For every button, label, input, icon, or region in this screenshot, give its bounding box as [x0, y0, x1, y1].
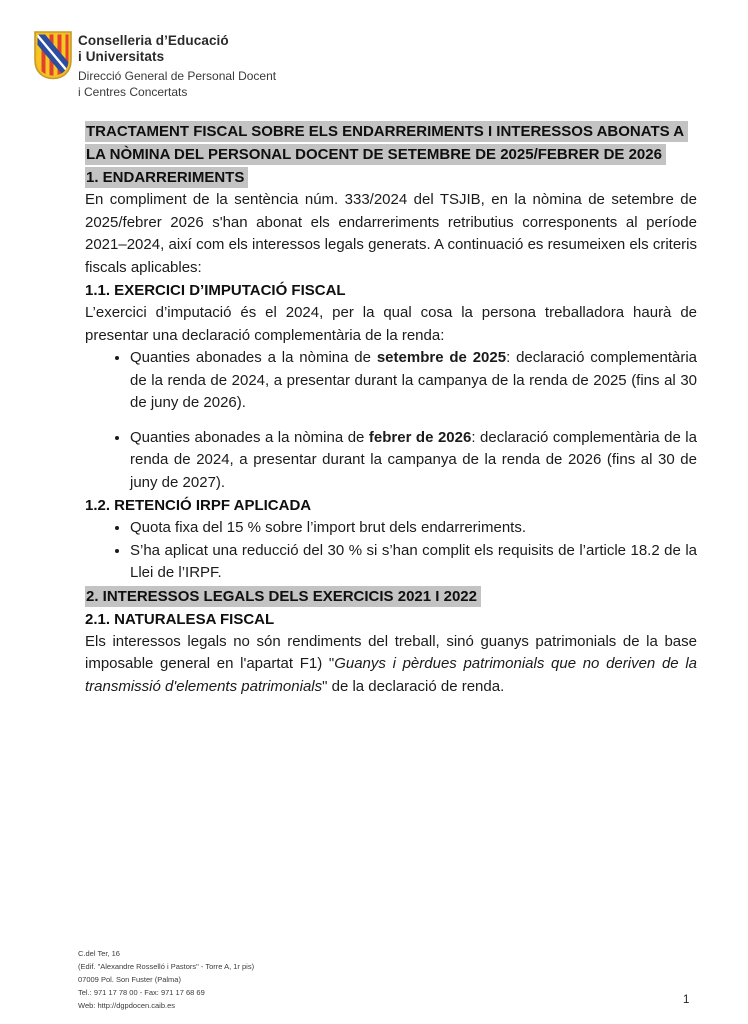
org-name-line2: i Universitats: [78, 49, 165, 64]
footer-web-line: Web: http://dgpdocen.caib.es: [78, 1000, 176, 1010]
document-title: [85, 120, 697, 166]
paragraph-text-post: " de la declaració de renda.: [322, 677, 505, 695]
section-2-heading-highlight: 2. INTERESSOS LEGALS DELS EXERCICIS 2021 I 2022: [85, 586, 481, 607]
footer-phone-line: Tel.: 971 17 78 00 - Fax: 971 17 68 69: [78, 987, 205, 997]
letterhead: [33, 30, 276, 99]
footer-address-block: [78, 948, 254, 1013]
section-2-heading: [85, 585, 697, 608]
section-1-intro-paragraph: En compliment de la sentència núm. 333/2024 del TSJIB, en la nòmina de setembre de 2025/febrer 2026 s'han abonat els endarreriments retributius corresponents al període 2021–2024, així com els interessos legals generats. A continuació es resumeixen els criteris fiscals aplicables:: [85, 191, 697, 276]
section-2-1-heading: 2.1. NATURALESA FISCAL: [85, 610, 275, 628]
org-name-line1: Conselleria d’Educació: [78, 33, 229, 48]
section-1-heading: [85, 166, 697, 189]
bullet-text-pre: Quanties abonades a la nòmina de: [130, 349, 377, 366]
bullet-text-post: : declaració complementària de la renda de 2024, a presentar durant la campanya de la renda de 2025 (fins al 30 de juny de 2026).: [130, 349, 697, 411]
bullet-febrer-2026: [130, 427, 697, 495]
section-1-2-heading: 1.2. RETENCIÓ IRPF APLICADA: [85, 497, 312, 514]
bullet-text-post: : declaració complementària de la renda de 2024, a presentar durant la campanya de la renda de 2026 (fins al 30 de juny de 2027).: [130, 428, 697, 491]
document-title-highlight: TRACTAMENT FISCAL SOBRE ELS ENDARRERIMENTS I INTERESSOS ABONATS A LA NÒMINA DEL PERSONAL DOCENT DE SETEMBRE DE 2025/FEBRER DE 2026: [85, 121, 688, 165]
section-1-1-heading: 1.1. EXERCICI D’IMPUTACIÓ FISCAL: [85, 282, 346, 299]
paragraph-text-italic: Guanys i pèrdues patrimonials que no deriven de la transmissió d'elements patrimonials: [85, 655, 697, 695]
footer-address-line: (Edif. "Alexandre Rosselló i Pastors" - Torre A, 1r pis): [78, 961, 255, 971]
paragraph-text-pre: Els interessos legals no són rendiments del treball, sinó guanys patrimonials de la base imposable general en l'apartat F1) ": [85, 632, 697, 672]
bullet-setembre-2025: [130, 347, 697, 415]
naturalesa-fiscal-paragraph: [85, 631, 697, 699]
section-1-1-intro-paragraph: L’exercici d’imputació és el 2024, per la qual cosa la persona treballadora haurà de presentar una declaració complementària de la renda:: [85, 304, 697, 344]
dept-name-line2: i Centres Concertats: [78, 84, 188, 99]
bullet-text-pre: Quanties abonades a la nòmina de: [130, 428, 369, 446]
bullet-text-bold: febrer de 2026: [368, 428, 472, 446]
letterhead-text: [78, 30, 276, 99]
page-number: 1: [683, 994, 690, 1006]
bullet-quota-fixa: • Quota fixa del 15 % sobre l’import brut dels endarreriments.: [130, 517, 697, 540]
imputacio-bullet-list: [85, 347, 697, 494]
footer-address-line: C.del Ter, 16: [78, 949, 120, 958]
footer-address-line: 07009 Pol. Son Fuster (Palma): [78, 974, 181, 984]
bullet-reduccio-30: • S’ha aplicat una reducció del 30 % si s’han complit els requisits de l’article 18.2 de la Llei de l’IRPF.: [130, 540, 697, 585]
section-1-heading-highlight: 1. ENDARRERIMENTS: [85, 167, 248, 188]
document-body: [85, 120, 697, 698]
balearic-coat-of-arms-icon: [33, 30, 73, 80]
retencio-bullet-list: [85, 517, 697, 585]
bullet-text-bold: setembre de 2025: [376, 349, 507, 366]
dept-name-line1: Direcció General de Personal Docent: [78, 69, 277, 83]
